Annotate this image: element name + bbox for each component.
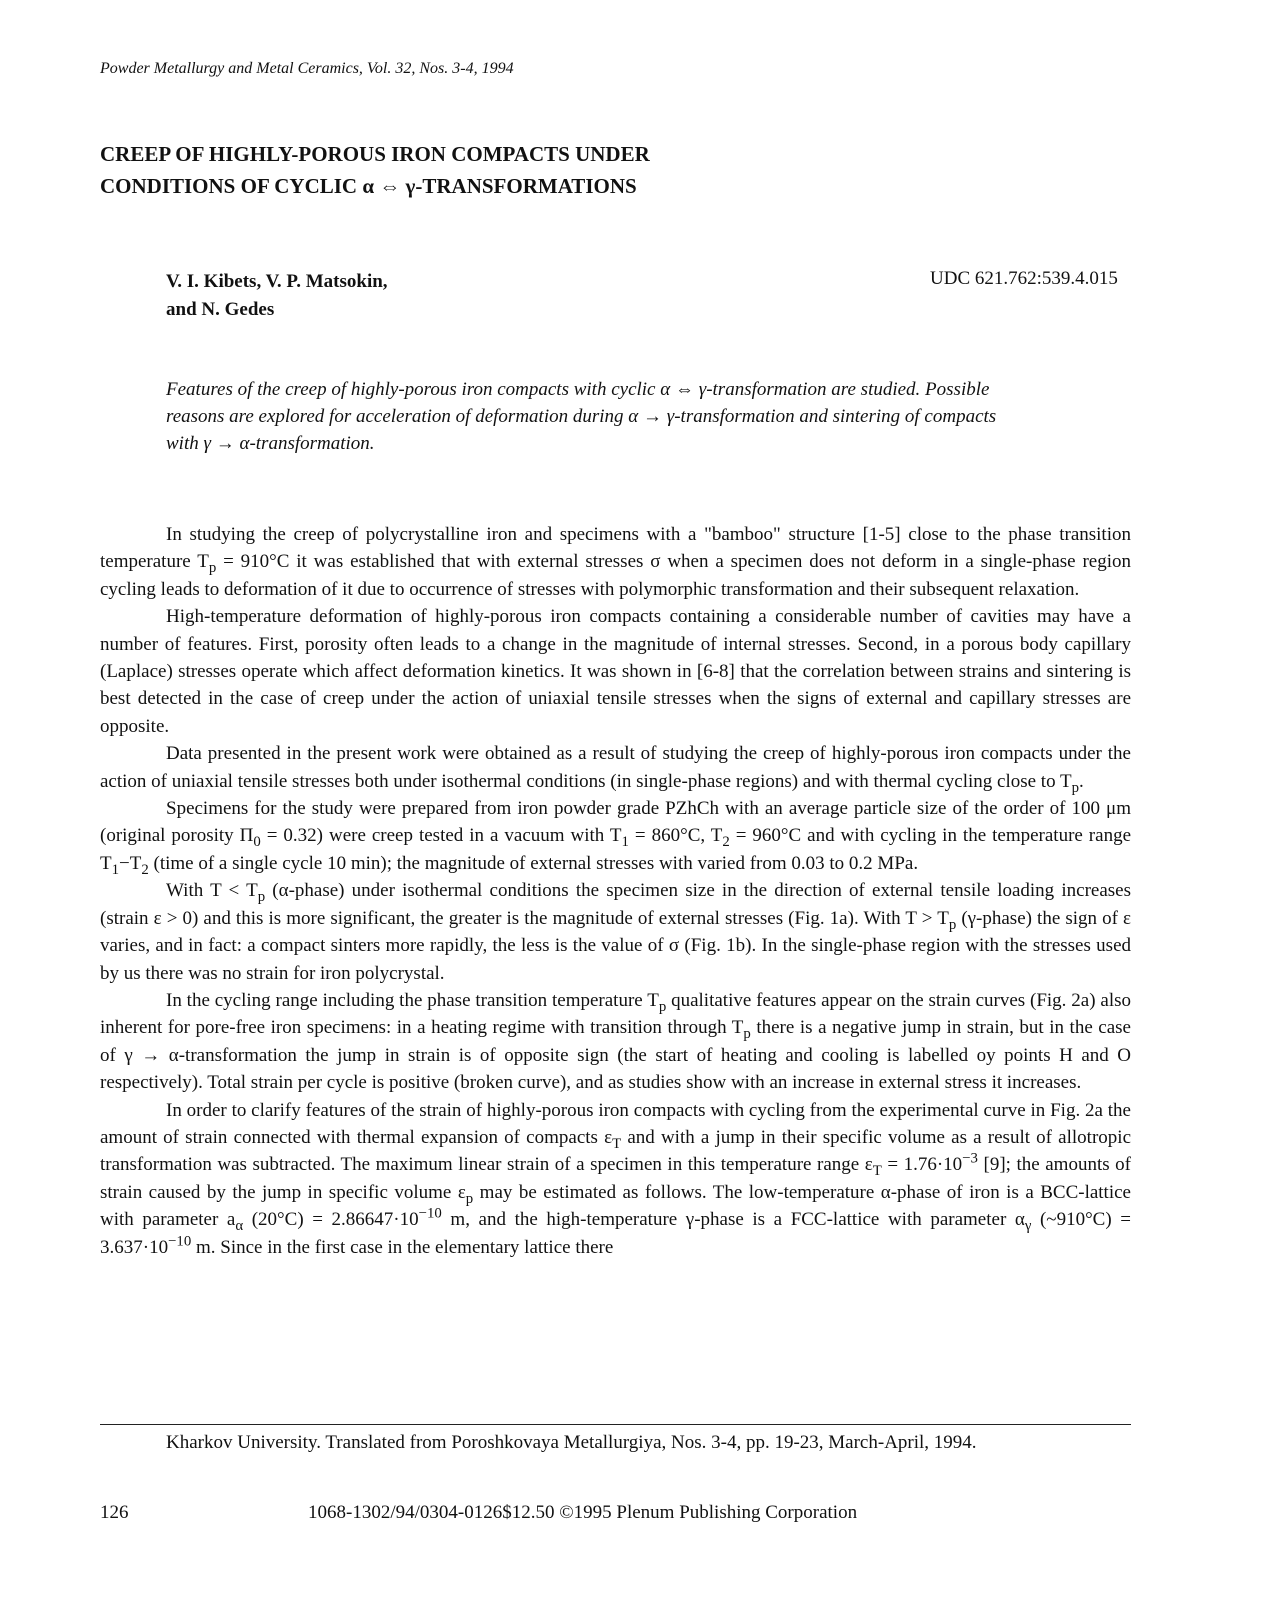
footnote: Kharkov University. Translated from Poroshkovaya Metallurgiya, Nos. 3-4, pp. 19-23, March-April, 1994. [166, 1432, 977, 1453]
body-text [100, 521, 1131, 1261]
paragraph-1: In studying the creep of polycrystalline iron and specimens with a "bamboo" structure [1-5] close to the phase transition temperature $T_p = 910^\circ C$ it was established that with external stresses σ when a specimen does not deform in a single-phase region cycling leads to deformation of it due to occurrence of stresses with polymorphic transformation and their subsequent relaxation. [100, 524, 1131, 600]
paragraph-3: Data presented in the present work were obtained as a result of studying the creep of highly-porous iron compacts under the action of uniaxial tensile stresses both under isothermal conditions (in single-phase regions) and with thermal cycling close to $T_p$. [100, 743, 1131, 796]
udc-code: UDC 621.762:539.4.015 [930, 268, 1118, 289]
paragraph-4: Specimens for the study were prepared from iron powder grade PZhCh with an average particle size of the order of 100 μm (original porosity $\Pi_0 = 0.32$) were creep tested in a vacuum with $T_1 = 860^\circ C$, $T_2 = 960^\circ C$ and with cycling in the temperature range $T_1-T_2$ (time of a single cycle 10 min); the magnitude of external stresses with varied from 0.03 to 0.2 MPa. [100, 798, 1131, 878]
authors-line-2: and N. Gedes [166, 299, 275, 320]
paper-title [100, 138, 650, 202]
title-line-2: CONDITIONS OF CYCLIC α ⇔ γ-TRANSFORMATIONS [100, 174, 637, 198]
title-line-1: CREEP OF HIGHLY-POROUS IRON COMPACTS UNDER [100, 142, 650, 166]
abstract [166, 376, 1086, 457]
copyright-line: 1068-1302/94/0304-0126$12.50 ©1995 Plenum Publishing Corporation [308, 1502, 858, 1523]
author-list [166, 268, 388, 324]
paragraph-2: High-temperature deformation of highly-porous iron compacts containing a considerable number of cavities may have a number of features. First, porosity often leads to a change in the magnitude of internal stresses. Second, in a porous body capillary (Laplace) stresses operate which affect deformation kinetics. It was shown in [6-8] that the correlation between strains and sintering is best detected in the case of creep under the action of uniaxial tensile stresses when the signs of external and capillary stresses are opposite. [100, 606, 1131, 737]
page-number: 126 [100, 1502, 129, 1523]
paragraph-7: In order to clarify features of the strain of highly-porous iron compacts with cycling from the experimental curve in Fig. 2a the amount of strain connected with thermal expansion of compacts $\varepsilon_T$ and with a jump in their specific volume as a result of allotropic transformation was subtracted. The maximum linear strain of a specimen in this temperature range $\varepsilon_T = 1.76\cdot 10^{-3}$ [9]; the amounts of strain caused by the jump in specific volume $\varepsilon_p$ may be estimated as follows. The low-temperature α-phase of iron is a BCC-lattice with parameter $a_\alpha$ $(20^\circ C) = 2.86647\cdot 10^{-10}$ m, and the high-temperature γ-phase is a FCC-lattice with parameter $\alpha_\gamma$ (~910°C) = $3.637\cdot 10^{-10}$ m. Since in the first case in the elementary lattice there [100, 1099, 1131, 1258]
abstract-line-1: Features of the creep of highly-porous iron compacts with cyclic α ⇔ γ-transformation are studied. Possible [166, 379, 990, 400]
abstract-line-3: with γ → α-transformation. [166, 433, 375, 454]
journal-citation: Powder Metallurgy and Metal Ceramics, Vol. 32, Nos. 3-4, 1994 [100, 60, 514, 77]
paragraph-6: In the cycling range including the phase transition temperature $T_p$ qualitative features appear on the strain curves (Fig. 2a) also inherent for pore-free iron specimens: in a heating regime with transition through $T_p$ there is a negative jump in strain, but in the case of γ → α-transformation the jump in strain is of opposite sign (the start of heating and cooling is labelled oy points H and O respectively). Total strain per cycle is positive (broken curve), and as studies show with an increase in external stress it increases. [100, 989, 1132, 1094]
paragraph-5: With $T < T_p$ (α-phase) under isothermal conditions the specimen size in the direction of external tensile loading increases (strain ε > 0) and this is more significant, the greater is the magnitude of external stresses (Fig. 1a). With $T > T_p$ (γ-phase) the sign of ε varies, and in fact: a compact sinters more rapidly, the less is the value of σ (Fig. 1b). In the single-phase region with the stresses used by us there was no strain for iron polycrystal. [100, 880, 1131, 984]
authors-line-1: V. I. Kibets, V. P. Matsokin, [166, 271, 388, 292]
abstract-line-2: reasons are explored for acceleration of deformation during α → γ-transformation and sintering of compacts [166, 406, 997, 427]
footnote-divider [100, 1424, 1131, 1425]
